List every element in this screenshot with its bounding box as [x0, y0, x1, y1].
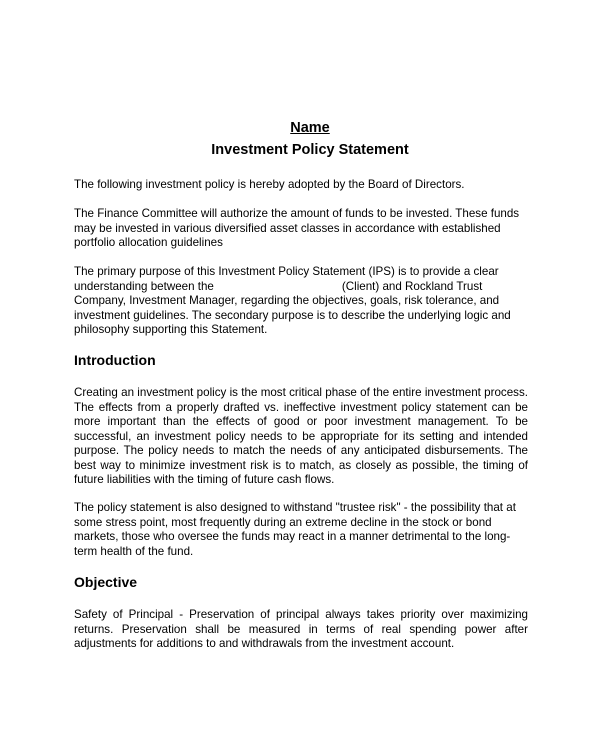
doc-name: Name	[290, 120, 330, 136]
paragraph-introduction-1: Creating an investment policy is the most critical phase of the entire investment process. The effects from a properly drafted vs. ineffective investment policy statement can be more important than the effects of good or poor investment management. To be successful, an investment policy needs to be appropriate for its setting and intended purpose. The policy needs to match the needs of any anticipated disbursements. The best way to minimize investment risk is to match, as closely as possible, the timing of future liabilities with the timing of future cash flows.	[74, 386, 528, 486]
doc-title: Investment Policy Statement	[211, 142, 409, 158]
paragraph-objective-1: Safety of Principal - Preservation of principal always takes priority over maximizing returns. Preservation shall be measured in terms of real spending power after adjustments for additions to and withdrawals from the investment account.	[74, 608, 528, 650]
paragraph-finance-committee: The Finance Committee will authorize the amount of funds to be invested. These funds may be invested in various diversified asset classes in accordance with established portfolio allocation guidelines	[74, 207, 520, 249]
paragraph-adoption: The following investment policy is hereby adopted by the Board of Directors.	[74, 178, 465, 191]
paragraph-primary-purpose	[74, 265, 528, 338]
primary-purpose-part-1: The primary purpose of this Investment Policy Statement (IPS) is to provide a clear understanding between the	[74, 265, 499, 293]
primary-purpose-part-2: (Client) and Rockland Trust Company, Investment Manager, regarding the objectives, goals, risk tolerance, and investment guidelines. The secondary purpose is to describe the underlying logic and philosophy supporting this Statement.	[74, 279, 511, 336]
heading-objective: Objective	[74, 574, 138, 590]
paragraph-introduction-2: The policy statement is also designed to withstand "trustee risk" - the possibility that at some stress point, most frequently during an extreme decline in the stock or bond markets, those who oversee the funds may react in a manner detrimental to the long-term health of the fund.	[74, 501, 516, 558]
heading-introduction: Introduction	[74, 352, 156, 368]
